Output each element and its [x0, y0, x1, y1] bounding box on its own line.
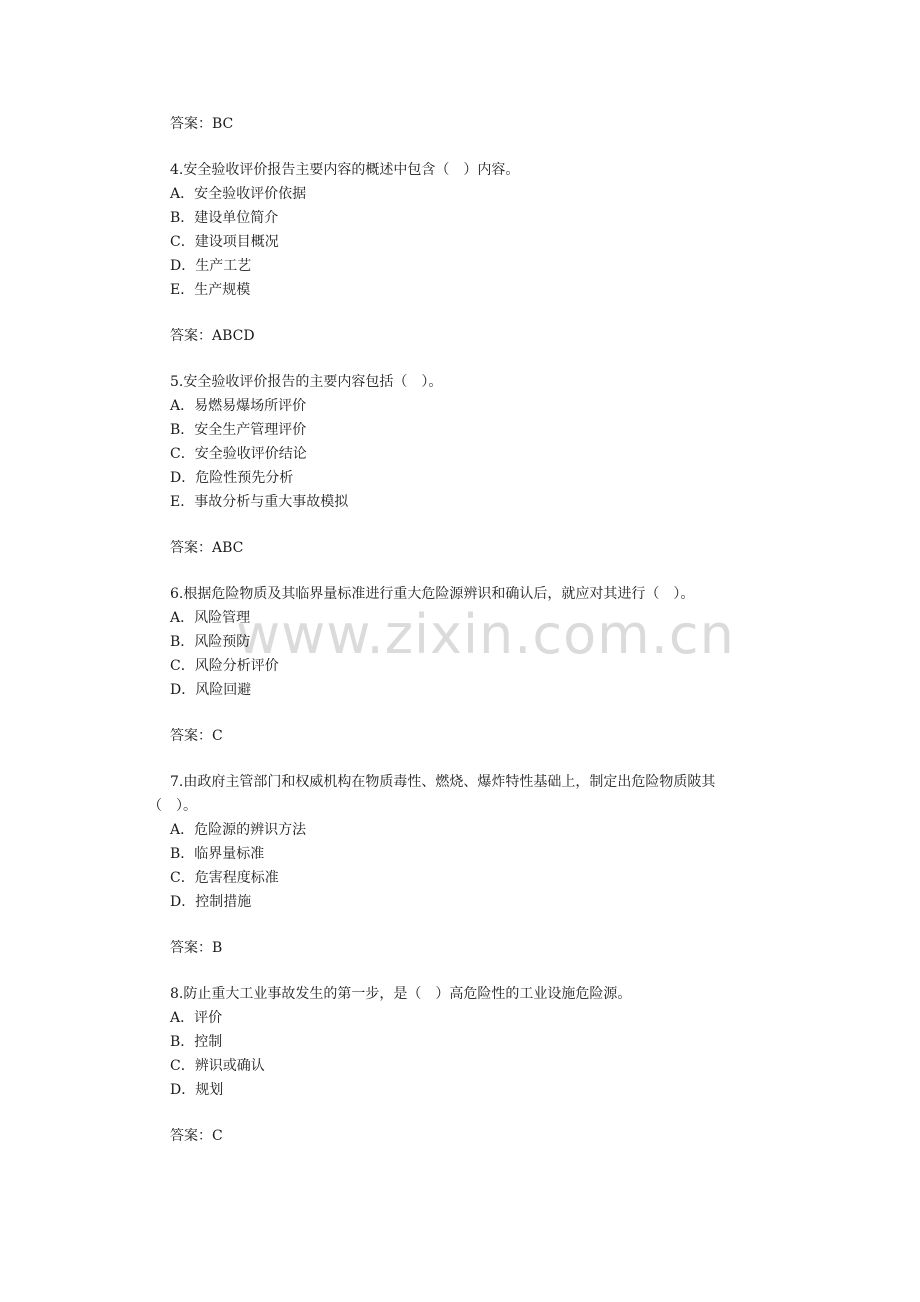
question-8: 8.防止重大工业事故发生的第一步，是（ ）高危险性的工业设施危险源。	[170, 986, 632, 1002]
question-7-line-2: （ ）。	[148, 798, 197, 814]
option-q4-d: D．生产工艺	[170, 258, 252, 274]
option-q4-c: C．建设项目概况	[170, 234, 279, 250]
answer-q5: 答案：ABC	[170, 540, 244, 556]
option-q5-e: E．事故分析与重大事故模拟	[170, 494, 349, 510]
answer-q8: 答案：C	[170, 1128, 223, 1144]
option-q7-c: C．危害程度标准	[170, 870, 279, 886]
option-q8-d: D．规划	[170, 1082, 224, 1098]
option-q6-a: A．风险管理	[170, 610, 251, 626]
option-q6-d: D．风险回避	[170, 682, 252, 698]
option-q8-b: B．控制	[170, 1034, 223, 1050]
watermark: www.zixin.com.cn	[236, 603, 735, 666]
question-4: 4.安全验收评价报告主要内容的概述中包含（ ）内容。	[170, 162, 520, 178]
option-q5-d: D．危险性预先分析	[170, 470, 294, 486]
answer-q6: 答案：C	[170, 728, 223, 744]
answer-q4: 答案：ABCD	[170, 328, 255, 344]
option-q7-d: D．控制措施	[170, 894, 252, 910]
option-q6-b: B．风险预防	[170, 634, 251, 650]
answer-q3: 答案：BC	[170, 116, 234, 132]
option-q4-e: E．生产规模	[170, 282, 251, 298]
option-q5-c: C．安全验收评价结论	[170, 446, 307, 462]
option-q5-a: A．易燃易爆场所评价	[170, 398, 307, 414]
option-q5-b: B．安全生产管理评价	[170, 422, 307, 438]
question-6: 6.根据危险物质及其临界量标准进行重大危险源辨识和确认后，就应对其进行（ ）。	[170, 586, 695, 602]
option-q4-a: A．安全验收评价依据	[170, 186, 307, 202]
option-q8-c: C．辨识或确认	[170, 1058, 265, 1074]
option-q6-c: C．风险分析评价	[170, 658, 279, 674]
option-q8-a: A．评价	[170, 1010, 223, 1026]
option-q4-b: B．建设单位简介	[170, 210, 279, 226]
question-7-line-1: 7.由政府主管部门和权威机构在物质毒性、燃烧、爆炸特性基础上，制定出危险物质陂其	[170, 774, 716, 790]
option-q7-a: A．危险源的辨识方法	[170, 822, 307, 838]
question-5: 5.安全验收评价报告的主要内容包括（ ）。	[170, 374, 443, 390]
option-q7-b: B．临界量标准	[170, 846, 265, 862]
answer-q7: 答案：B	[170, 940, 223, 956]
